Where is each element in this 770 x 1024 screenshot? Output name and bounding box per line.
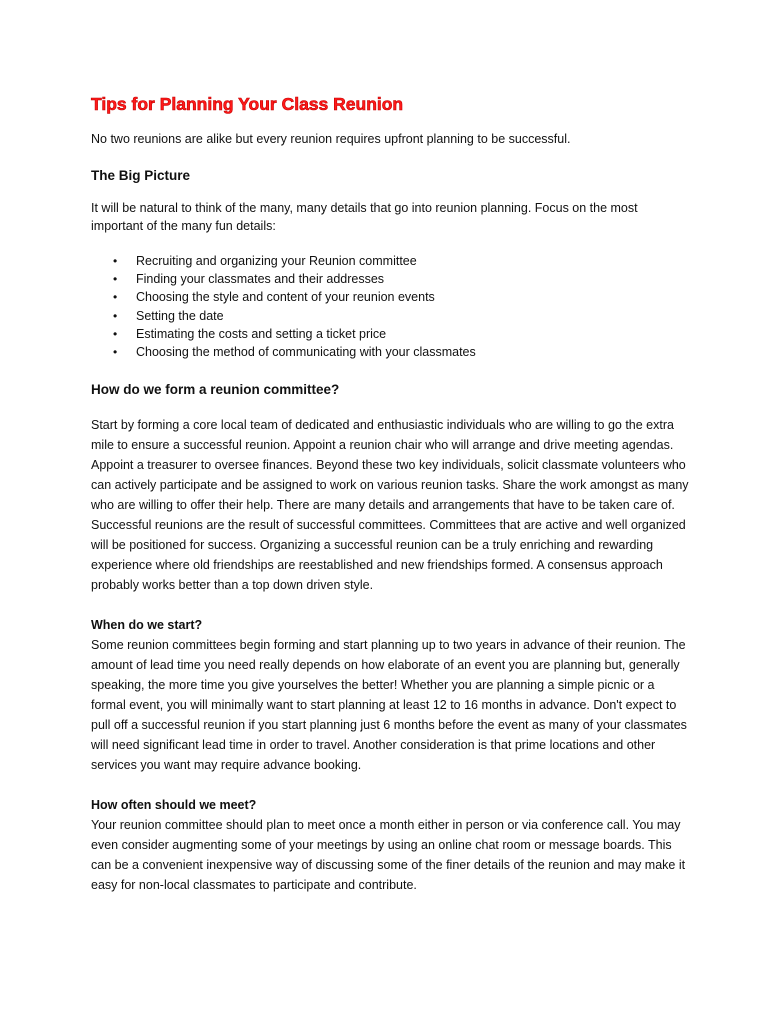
committee-paragraph: Start by forming a core local team of dedicated and enthusiastic individuals who are willing to go the extra mile to ensure a successful reunion. Appoint a reunion chair who will arrange and drive meeting agendas. Appoint a treasurer to oversee finances. Beyond these two key individuals, solicit classmate volunteers who can actively participate and be assigned to work on various reunion tasks. Share the work amongst as many who are willing to offer their help. There are many details and arrangements that have to be taken care of. Successful reunions are the result of successful committees. Committees that are active and well organized will be positioned for success. Organizing a successful reunion can be a truly enriching and rewarding experience where old friendships are reestablished and new friendships formed. A consensus approach probably works better than a top down driven style. <box>91 418 689 593</box>
heading-how-often: How often should we meet? <box>91 798 257 813</box>
details-list <box>91 252 691 361</box>
bullet-icon: • <box>113 345 118 360</box>
meet-paragraph: Your reunion committee should plan to meet once a month either in person or via conference call. You may even consider augmenting some of your meetings by using an online chat room or message boards. This can be a convenient inexpensive way of discussing some of the finer details of the reunion and may make it easy for non-local classmates to participate and contribute. <box>91 818 686 893</box>
list-item: • Recruiting and organizing your Reunion committee <box>91 252 691 270</box>
document-page <box>91 92 691 895</box>
document-title: Tips for Planning Your Class Reunion <box>91 94 404 114</box>
list-item: • Estimating the costs and setting a ticket price <box>91 325 691 343</box>
start-paragraph: Some reunion committees begin forming and start planning up to two years in advance of their reunion. The amount of lead time you need really depends on how elaborate of an event you are planning but, generally speaking, the more time you give yourselves the better! Whether you are planning a simple picnic or a formal event, you will minimally want to start planning at least 12 to 16 months in advance. Don't expect to pull off a successful reunion if you start planning just 6 months before the event as many of your classmates will need significant lead time in order to travel. Another consideration is that prime locations and other services you want may require advance booking. <box>91 638 687 773</box>
bullet-icon: • <box>113 254 118 268</box>
heading-when-start: When do we start? <box>91 618 203 633</box>
heading-big-picture: The Big Picture <box>91 168 191 183</box>
list-item: • Choosing the style and content of your reunion events <box>91 288 691 306</box>
big-picture-paragraph: It will be natural to think of the many, many details that go into reunion planning. Focus on the most important of the many fun details: <box>91 201 638 233</box>
bullet-icon: • <box>113 326 118 341</box>
bullet-icon: • <box>113 308 118 323</box>
list-item: • Finding your classmates and their addresses <box>91 270 691 288</box>
bullet-icon: • <box>113 290 118 305</box>
intro-paragraph: No two reunions are alike but every reunion requires upfront planning to be successful. <box>91 132 571 146</box>
list-item: • Choosing the method of communicating with your classmates <box>91 343 691 361</box>
list-item: • Setting the date <box>91 307 691 325</box>
bullet-icon: • <box>113 272 118 287</box>
heading-committee: How do we form a reunion committee? <box>91 382 340 398</box>
